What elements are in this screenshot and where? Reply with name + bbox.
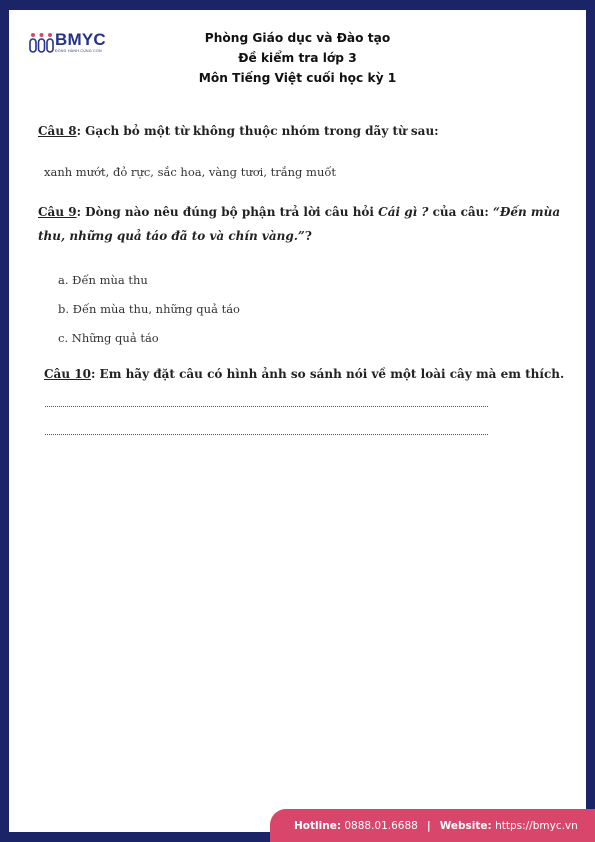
question-9-prompt-b: của câu:: [428, 205, 493, 219]
question-9-line2: [38, 229, 312, 243]
website-label: Website:: [439, 819, 492, 832]
question-9-option-c: c. Những quả táo: [58, 331, 159, 345]
header-exam-title: Đề kiểm tra lớp 3: [238, 51, 357, 65]
question-10-prompt: : Em hãy đặt câu có hình ảnh so sánh nói về một loài cây mà em thích.: [90, 367, 565, 381]
hotline-label: Hotline:: [294, 819, 342, 832]
answer-line-1: [45, 406, 488, 407]
website-link[interactable]: https://bmyc.vn: [495, 819, 578, 832]
question-9-prompt-italic: Cái gì ?: [378, 205, 429, 219]
question-8-words: xanh mướt, đỏ rực, sắc hoa, vàng tươi, trắng muốt: [44, 165, 337, 179]
question-10: [44, 367, 564, 381]
logo-tagline: ĐỒNG HÀNH CÙNG CON: [55, 49, 102, 53]
question-9: [38, 205, 560, 219]
footer-separator: |: [426, 819, 431, 832]
question-8-prompt: : Gạch bỏ một từ không thuộc nhóm trong dãy từ sau:: [76, 124, 439, 138]
question-9-quote-b: thu, những quả táo đã to và chín vàng.”: [38, 229, 305, 243]
footer-bar: [270, 809, 595, 842]
question-8-number: Câu 8: [38, 124, 77, 138]
question-9-end: ?: [304, 229, 312, 243]
question-9-option-b: b. Đến mùa thu, những quả táo: [58, 302, 240, 316]
header-subject: Môn Tiếng Việt cuối học kỳ 1: [198, 71, 397, 85]
question-8: [38, 124, 439, 138]
question-9-prompt-a: : Dòng nào nêu đúng bộ phận trả lời câu hỏi: [76, 205, 379, 219]
question-10-number: Câu 10: [44, 367, 91, 381]
question-9-quote-a: “Đến mùa: [492, 205, 561, 219]
question-9-option-a: a. Đến mùa thu: [58, 273, 148, 287]
answer-line-2: [45, 434, 488, 435]
question-9-number: Câu 9: [38, 205, 77, 219]
hotline-number[interactable]: 0888.01.6688: [344, 819, 418, 832]
header-department: Phòng Giáo dục và Đào tạo: [204, 31, 391, 45]
logo-wordmark: BMYC: [55, 30, 106, 49]
